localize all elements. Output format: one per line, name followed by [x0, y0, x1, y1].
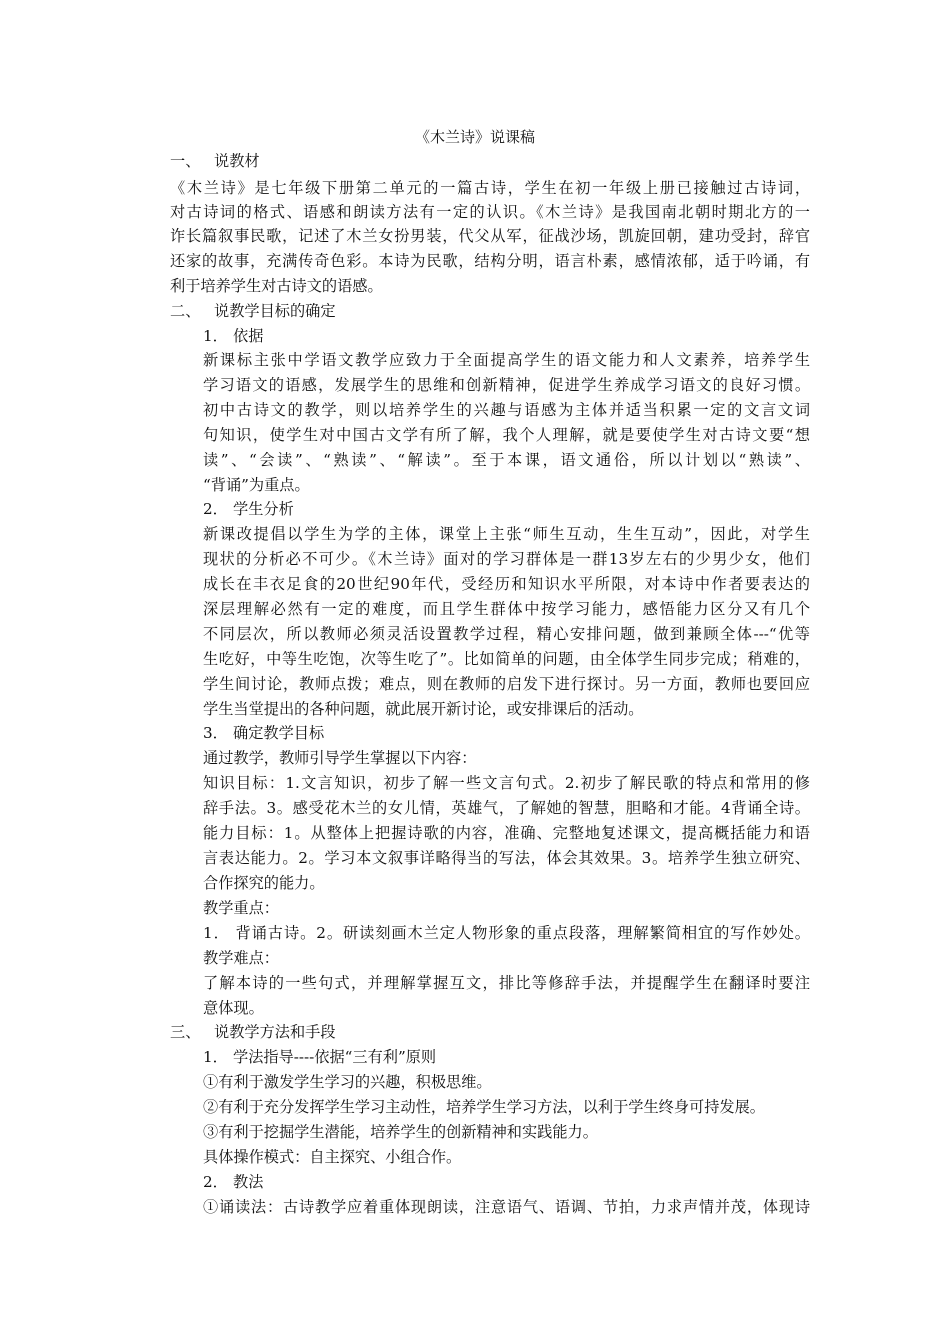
paragraph-line: 对古诗词的格式、语感和朗读方法有一定的认识。《木兰诗》是我国南北朝时期北方的一: [170, 203, 810, 221]
document-title: 《木兰诗》说课稿: [414, 128, 535, 146]
paragraph-line: ③有利于挖掘学生潜能，培养学生的创新精神和实践能力。: [203, 1123, 598, 1141]
paragraph-line: 教学难点：: [203, 949, 279, 967]
paragraph-line: 学生当堂提出的各种问题，就此展开新讨论，或安排课后的活动。: [203, 700, 644, 718]
subsection-title: 确定教学目标: [233, 724, 325, 742]
paragraph-line: 了解本诗的一些句式，并理解掌握互文，排比等修辞手法，并提醒学生在翻译时要注: [203, 974, 810, 992]
paragraph-line: 合作探究的能力。: [203, 874, 325, 892]
subsection-heading: [203, 1170, 263, 1194]
paragraph-line: 学习语文的语感，发展学生的思维和创新精神，促进学生养成学习语文的良好习惯。: [203, 376, 810, 394]
paragraph-line: 还家的故事，充满传奇色彩。本诗为民歌，结构分明，语言朴素，感情浓郁，适于吟诵，有: [170, 252, 810, 270]
section-number: 三、: [170, 1023, 201, 1041]
paragraph-line: 具体操作模式：自主探究、小组合作。: [203, 1148, 462, 1166]
subsection-title: 学法指导----依据“三有利”原则: [233, 1048, 437, 1066]
subsection-heading: [203, 497, 294, 521]
section-title: 说教材: [214, 152, 260, 170]
subsection-title: 学生分析: [233, 500, 294, 518]
paragraph-line: ①诵读法：古诗教学应着重体现朗读，注意语气、语调、节拍，力求声情并茂，体现诗: [203, 1198, 810, 1216]
subsection-title: 依据: [233, 327, 264, 345]
subsection-heading: [203, 324, 263, 348]
paragraph-line: 成长在丰衣足食的20世纪90年代，受经历和知识水平所限，对本诗中作者要表达的: [203, 575, 810, 593]
paragraph-line: 1． 背诵古诗。2。研读刻画木兰定人物形象的重点段落，理解繁简相宜的写作妙处。: [203, 924, 810, 942]
section-title: 说教学目标的确定: [214, 302, 336, 320]
paragraph-line: ①有利于激发学生学习的兴趣，积极思维。: [203, 1073, 492, 1091]
paragraph-line: 知识目标：1.文言知识，初步了解一些文言句式。2.初步了解民歌的特点和常用的修: [203, 774, 810, 792]
paragraph-line: 利于培养学生对古诗文的语感。: [170, 277, 383, 295]
section-title: 说教学方法和手段: [214, 1023, 336, 1041]
subsection-title: 教法: [233, 1173, 264, 1191]
paragraph-line: 不同层次，所以教师必须灵活设置教学过程，精心安排问题，做到兼顾全体---“优等: [203, 625, 810, 643]
paragraph-line: 新课改提倡以学生为学的主体，课堂上主张“师生互动，生生互动”，因此，对学生: [203, 525, 810, 543]
subsection-number: 2．: [203, 1173, 228, 1191]
paragraph-line: 句知识，使学生对中国古文学有所了解，我个人理解，就是要使学生对古诗文要“想: [203, 426, 810, 444]
subsection-number: 1．: [203, 327, 228, 345]
paragraph-line: 读”、“会读”、“熟读”、“解读”。至于本课，语文通俗，所以计划以“熟读”、: [203, 451, 810, 469]
subsection-number: 1．: [203, 1048, 228, 1066]
paragraph-line: 教学重点：: [203, 899, 279, 917]
paragraph-line: 能力目标：1。从整体上把握诗歌的内容，准确、完整地复述课文，提高概括能力和语: [203, 824, 810, 842]
paragraph-line: 生吃好，中等生吃饱，次等生吃了”。比如简单的问题，由全体学生同步完成；稍难的，: [203, 650, 810, 668]
paragraph-line: 深层理解必然有一定的难度，而且学生群体中按学习能力，感悟能力区分又有几个: [203, 600, 810, 618]
paragraph-line: 辞手法。3。感受花木兰的女儿情，英雄气，了解她的智慧，胆略和才能。4背诵全诗。: [203, 799, 810, 817]
subsection-heading: [203, 721, 324, 745]
subsection-heading: [203, 1045, 436, 1069]
paragraph-line: 诈长篇叙事民歌，记述了木兰女扮男装，代父从军，征战沙场，凯旋回朝，建功受封，辞官: [170, 227, 810, 245]
section-heading-1: [170, 149, 260, 173]
paragraph-line: 言表达能力。2。学习本文叙事详略得当的写法，体会其效果。3。培养学生独立研究、: [203, 849, 810, 867]
paragraph-line: 初中古诗文的教学，则以培养学生的兴趣与语感为主体并适当积累一定的文言文词: [203, 401, 810, 419]
paragraph-line: “背诵”为重点。: [203, 476, 310, 494]
section-number: 二、: [170, 302, 201, 320]
section-heading-3: [170, 1020, 336, 1044]
paragraph-line: 意体现。: [203, 999, 264, 1017]
subsection-number: 3．: [203, 724, 228, 742]
paragraph-line: 现状的分析必不可少。《木兰诗》面对的学习群体是一群13岁左右的少男少女，他们: [203, 550, 810, 568]
section-number: 一、: [170, 152, 201, 170]
paragraph-line: ②有利于充分发挥学生学习主动性，培养学生学习方法，以利于学生终身可持发展。: [203, 1098, 765, 1116]
paragraph-line: 通过教学，教师引导学生掌握以下内容：: [203, 749, 477, 767]
subsection-number: 2．: [203, 500, 228, 518]
paragraph-line: 《木兰诗》是七年级下册第二单元的一篇古诗，学生在初一年级上册已接触过古诗词，: [170, 179, 810, 197]
section-heading-2: [170, 299, 336, 323]
paragraph-line: 新课标主张中学语文教学应致力于全面提高学生的语文能力和人文素养，培养学生: [203, 351, 810, 369]
paragraph-line: 学生间讨论，教师点拨；难点，则在教师的启发下进行探讨。另一方面，教师也要回应: [203, 675, 810, 693]
